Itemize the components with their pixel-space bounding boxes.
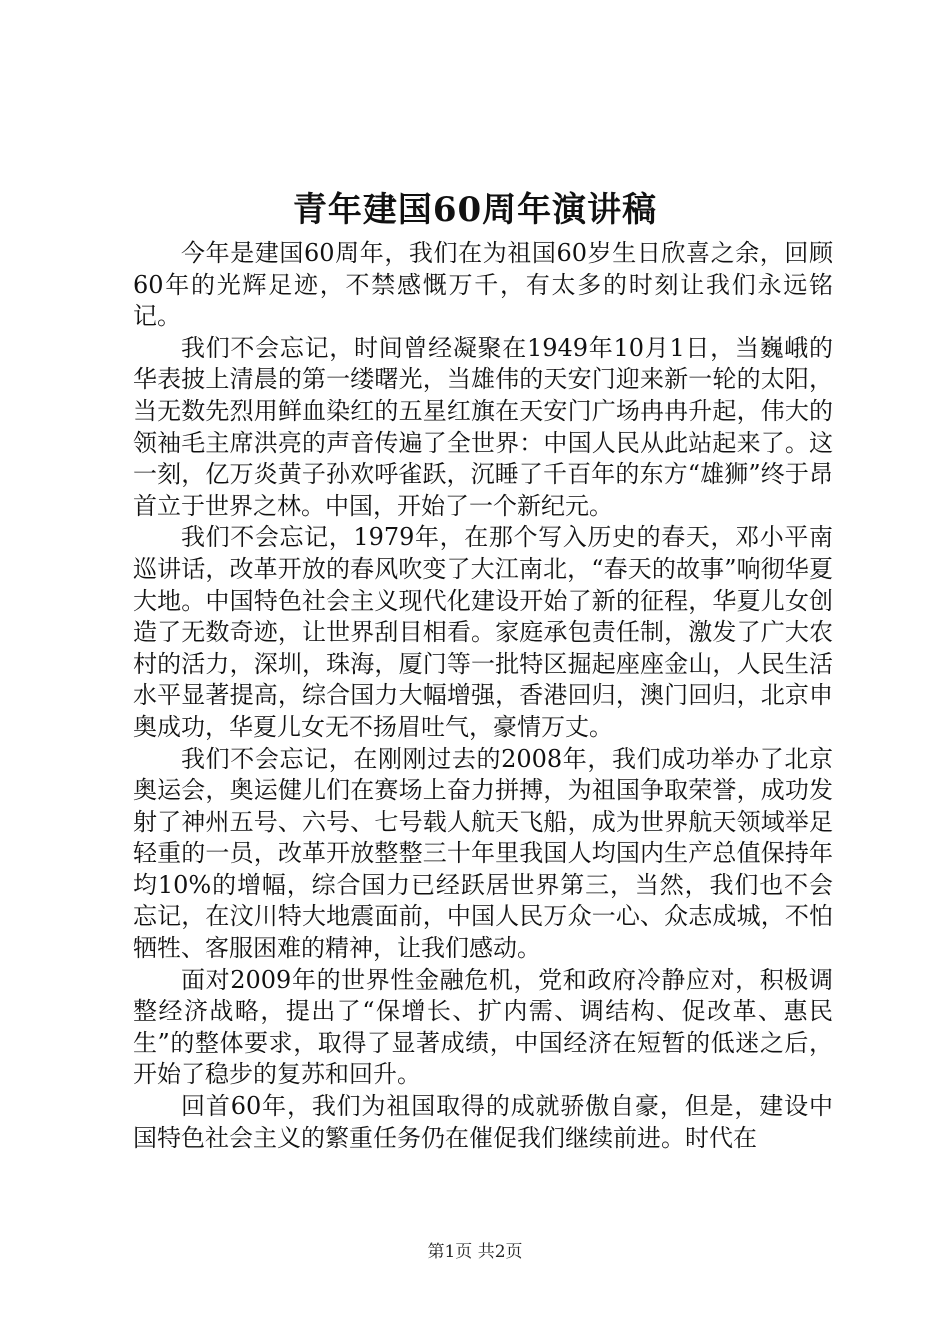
paragraph-2: 我们不会忘记，时间曾经凝聚在1949年10月1日，当巍峨的华表披上清晨的第一缕曙光，当雄伟的天安门迎来新一轮的太阳，当无数先烈用鲜血染红的五星红旗在天安门广场冉冉升起，伟大的领袖毛主席洪亮的声音传遍了全世界：中国人民从此站起来了。这一刻，亿万炎黄子孙欢呼雀跃，沉睡了千百年的东方“雄狮”终于昂首立于世界之林。中国，开始了一个新纪元。	[133, 333, 833, 520]
paragraph-5: 面对2009年的世界性金融危机，党和政府冷静应对，积极调整经济战略，提出了“保增长、扩内需、调结构、促改革、惠民生”的整体要求，取得了显著成绩，中国经济在短暂的低迷之后，开始了稳步的复苏和回升。	[133, 965, 833, 1089]
page-footer: 第1页 共2页	[427, 1242, 523, 1262]
paragraph-3: 我们不会忘记，1979年，在那个写入历史的春天，邓小平南巡讲话，改革开放的春风吹变了大江南北，“春天的故事”响彻华夏大地。中国特色社会主义现代化建设开始了新的征程，华夏儿女创造了无数奇迹，让世界刮目相看。家庭承包责任制，激发了广大农村的活力，深圳，珠海，厦门等一批特区掘起座座金山，人民生活水平显著提高，综合国力大幅增强，香港回归，澳门回归，北京申奥成功，华夏儿女无不扬眉吐气，豪情万丈。	[133, 523, 833, 741]
document-title: 青年建国60周年演讲稿	[292, 190, 658, 230]
paragraph-1: 今年是建国60周年，我们在为祖国60岁生日欣喜之余，回顾60年的光辉足迹，不禁感慨万千，有太多的时刻让我们永远铭记。	[133, 239, 833, 331]
paragraph-6: 回首60年，我们为祖国取得的成就骄傲自豪，但是，建设中国特色社会主义的繁重任务仍在催促我们继续前进。时代在	[133, 1092, 833, 1152]
paragraph-4: 我们不会忘记，在刚刚过去的2008年，我们成功举办了北京奥运会，奥运健儿们在赛场上奋力拼搏，为祖国争取荣誉，成功发射了神州五号、六号、七号载人航天飞船，成为世界航天领域举足轻重的一员，改革开放整整三十年里我国人均国内生产总值保持年均10%的增幅，综合国力已经跃居世界第三，当然，我们也不会忘记，在汶川特大地震面前，中国人民万众一心、众志成城，不怕牺牲、客服困难的精神，让我们感动。	[133, 744, 833, 963]
document-body	[133, 238, 833, 1154]
